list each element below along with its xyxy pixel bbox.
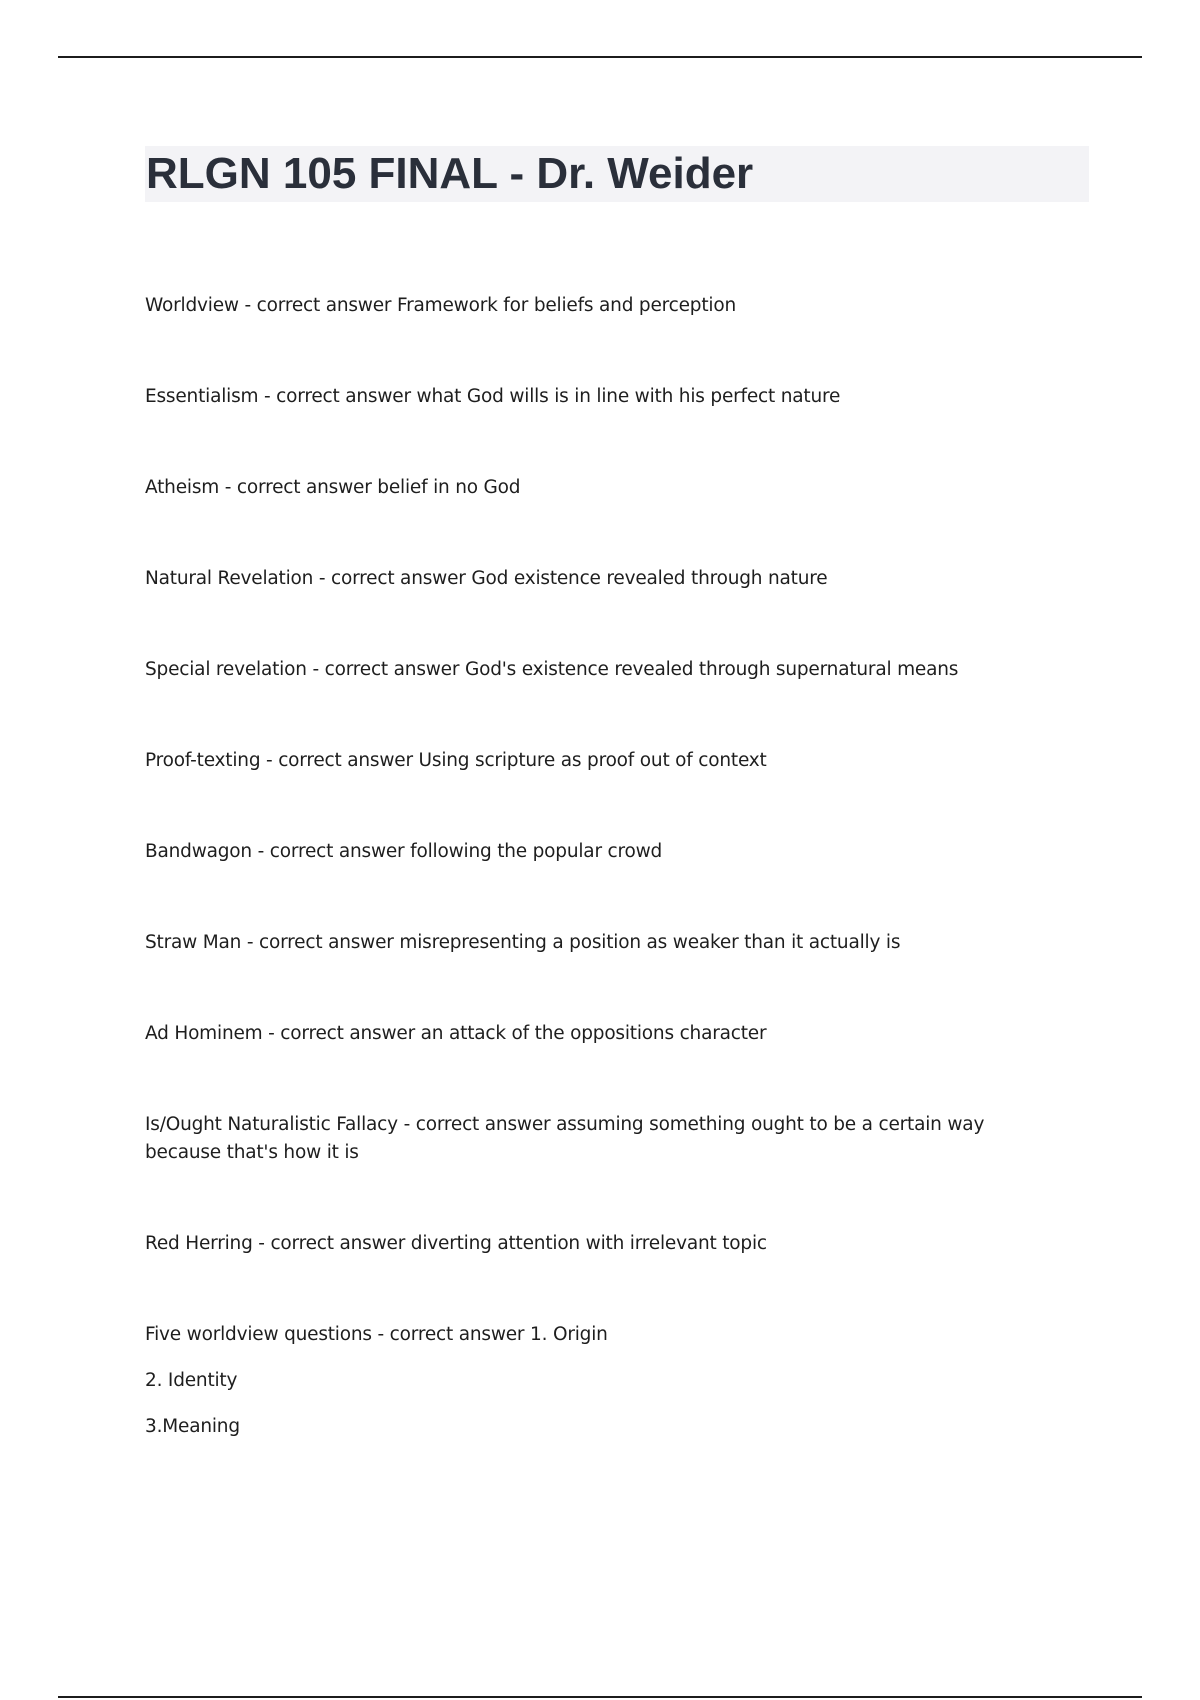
list-item: Proof-texting - correct answer Using scripture as proof out of context xyxy=(145,750,767,771)
list-item: Worldview - correct answer Framework for beliefs and perception xyxy=(145,295,736,316)
list-item: Bandwagon - correct answer following the popular crowd xyxy=(145,841,663,862)
top-rule xyxy=(58,56,1142,58)
page-title: RLGN 105 FINAL - Dr. Weider xyxy=(146,149,754,198)
list-item: Straw Man - correct answer misrepresenting a position as weaker than it actually is xyxy=(145,932,901,953)
list-item: Red Herring - correct answer diverting attention with irrelevant topic xyxy=(145,1233,767,1254)
worldview-questions-line-2: 2. Identity xyxy=(145,1370,238,1391)
list-item: Is/Ought Naturalistic Fallacy - correct answer assuming something ought to be a certain way because that's how it is xyxy=(145,1114,985,1163)
list-item: Natural Revelation - correct answer God existence revealed through nature xyxy=(145,568,828,589)
worldview-questions-line-1: Five worldview questions - correct answer 1. Origin xyxy=(145,1324,608,1345)
list-item: Essentialism - correct answer what God wills is in line with his perfect nature xyxy=(145,386,841,407)
list-item: Atheism - correct answer belief in no God xyxy=(145,477,521,498)
worldview-questions-line-3: 3.Meaning xyxy=(145,1416,240,1437)
flashcard-list xyxy=(145,292,1065,1504)
list-item-worldview-questions xyxy=(145,1321,1065,1441)
list-item: Ad Hominem - correct answer an attack of the oppositions character xyxy=(145,1023,767,1044)
bottom-rule xyxy=(58,1696,1142,1698)
list-item: Special revelation - correct answer God's existence revealed through supernatural means xyxy=(145,659,959,680)
